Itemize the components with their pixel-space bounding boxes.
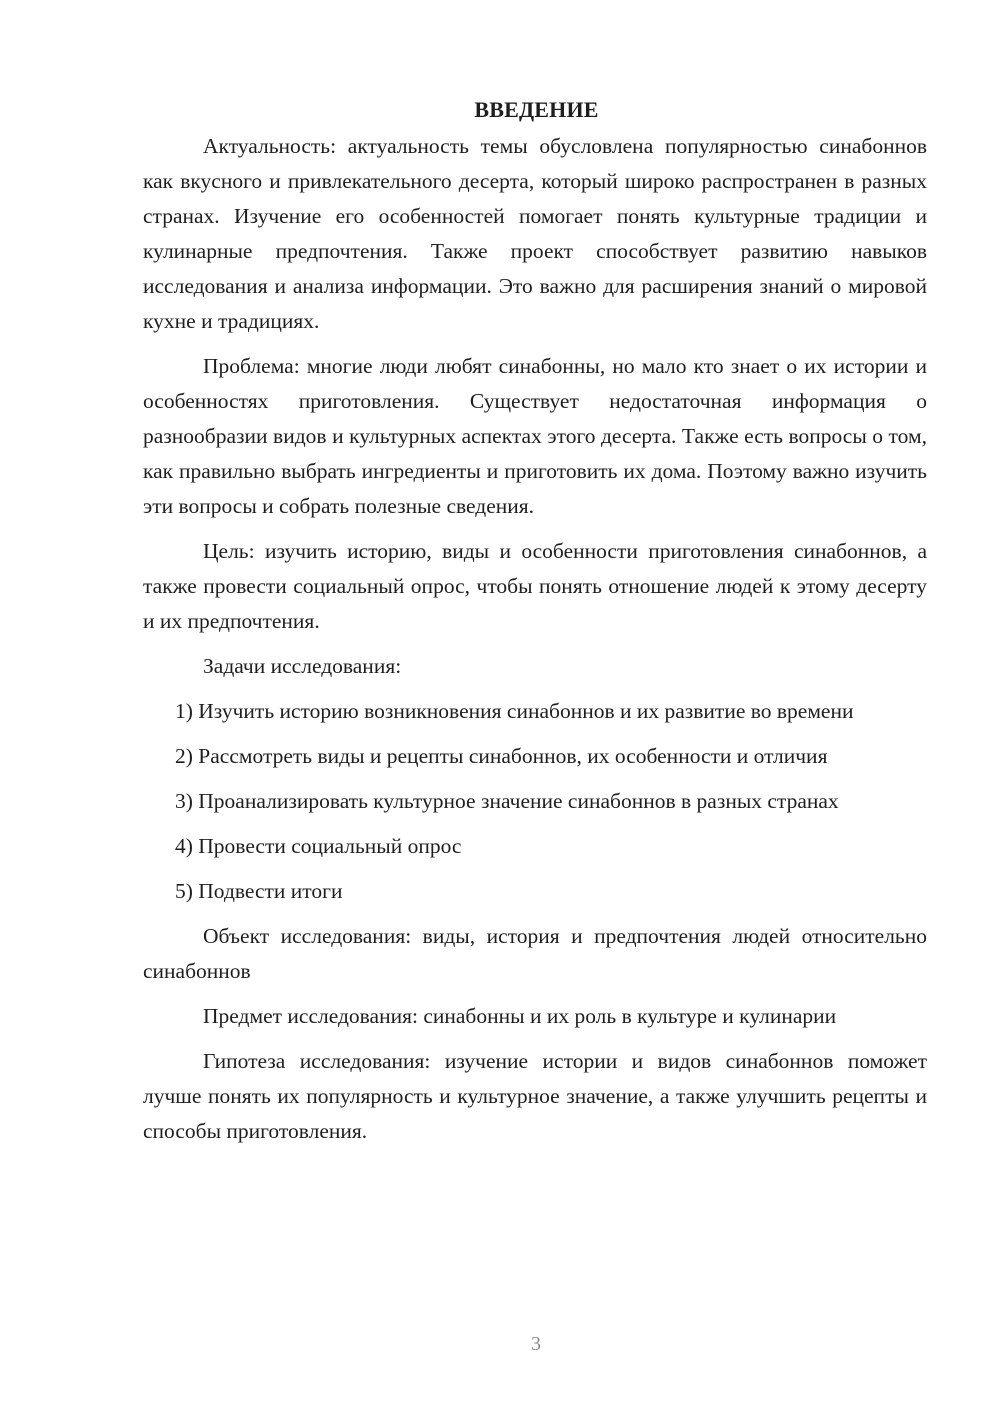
problem-paragraph: Проблема: многие люди любят синабонны, но мало кто знает о их истории и особенностях приготовления. Существует недостаточная информация о разнообразии видов и культурных аспектах этого десерта. Также есть вопросы о том, как правильно выбрать ингредиенты и приготовить их дома. Поэтому важно изучить эти вопросы и собрать полезные сведения. — [143, 354, 927, 518]
tasks-heading: Задачи исследования: — [203, 654, 402, 678]
goal-paragraph: Цель: изучить историю, виды и особенности приготовления синабоннов, а также провести социальный опрос, чтобы понять отношение людей к этому десерту и их предпочтения. — [143, 539, 927, 633]
hypothesis-paragraph: Гипотеза исследования: изучение истории и видов синабоннов поможет лучше понять их популярность и культурное значение, а также улучшить рецепты и способы приготовления. — [143, 1049, 927, 1143]
subject-paragraph: Предмет исследования: синабонны и их роль в культуре и кулинарии — [203, 1004, 837, 1028]
page-number: 3 — [531, 1333, 541, 1355]
page-title: ВВЕДЕНИЕ — [474, 97, 599, 122]
document-page — [143, 92, 927, 1159]
task-item: 4) Провести социальный опрос — [175, 834, 462, 858]
task-item: 3) Проанализировать культурное значение синабоннов в разных странах — [175, 789, 839, 813]
task-item: 2) Рассмотреть виды и рецепты синабоннов, их особенности и отличия — [175, 744, 828, 768]
relevance-paragraph: Актуальность: актуальность темы обусловлена популярностью синабоннов как вкусного и привлекательного десерта, который широко распространен в разных странах. Изучение его особенностей помогает понять культурные традиции и кулинарные предпочтения. Также проект способствует развитию навыков исследования и анализа информации. Это важно для расширения знаний о мировой кухне и традициях. — [143, 134, 927, 333]
task-item: 1) Изучить историю возникновения синабоннов и их развитие во времени — [175, 699, 854, 723]
task-item: 5) Подвести итоги — [175, 879, 343, 903]
object-paragraph: Объект исследования: виды, история и предпочтения людей относительно синабоннов — [143, 924, 927, 983]
